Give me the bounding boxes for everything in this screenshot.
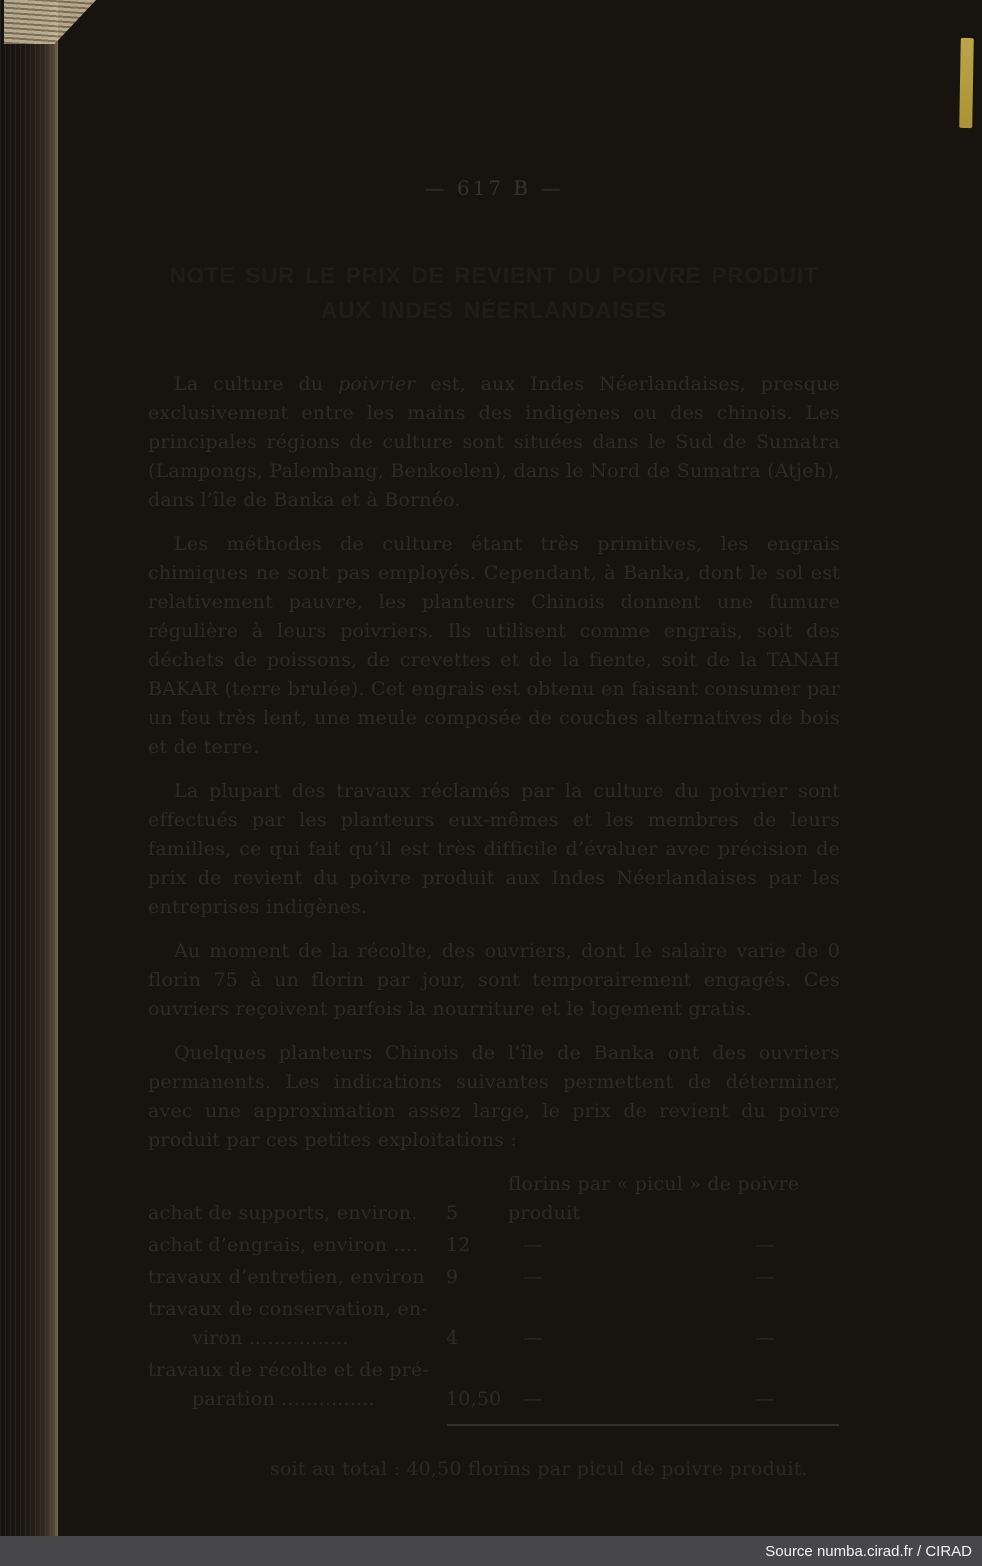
cost-row-recolte (148, 1356, 840, 1414)
cost-unit (508, 1263, 840, 1292)
article-title (148, 258, 840, 328)
book-binding (0, 0, 58, 1566)
title-line-2: AUX INDES NÉERLANDAISES (321, 298, 667, 323)
source-text: Source numba.cirad.fr / CIRAD (765, 1542, 972, 1560)
ditto-dash: — (755, 1388, 775, 1410)
page-edge-sliver (959, 38, 974, 128)
paragraph-1-pre: La culture du (174, 373, 339, 395)
paragraph-1-italic-word: poivrier (338, 373, 416, 395)
cost-label-line-2: paration ............... (192, 1388, 375, 1410)
cost-unit (508, 1231, 840, 1260)
ditto-dash: — (755, 1234, 775, 1256)
cost-label-line-2: viron ................ (192, 1327, 349, 1349)
cost-label: achat d’engrais, environ .... (148, 1234, 419, 1256)
ditto-dash: — (523, 1327, 543, 1349)
cost-unit (508, 1324, 840, 1353)
ditto-dash: — (523, 1388, 543, 1410)
paragraph-5: Quelques planteurs Chinois de l’île de Banka ont des ouvriers permanents. Les indications suivantes permettent de déterminer, avec une approximation assez large, le prix de revient du poivre produit par ces petites exploitations : (148, 1042, 840, 1151)
paragraph-1 (148, 370, 840, 515)
page-number: — 617 B — (424, 176, 564, 200)
cost-label (148, 1295, 444, 1353)
cost-label-line-1: travaux de conservation, en- (148, 1298, 428, 1320)
cost-row-supports (148, 1170, 840, 1228)
paragraph-2: Les méthodes de culture étant très primitives, les engrais chimiques ne sont pas employés. Cependant, à Banka, dont le sol est relativement pauvre, les planteurs Chinois donnent une fumure régulière à leurs poivriers. Ils utilisent comme engrais, soit des déchets de poissons, de crevettes et de la fiente, soit de la TANAH BAKAR (terre brulée). Cet engrais est obtenu en faisant consumer par un feu très lent, une meule composée de couches alternatives de bois et de terre. (148, 533, 840, 758)
total-line: soit au total : 40,50 florins par picul de poivre produit. (270, 1458, 808, 1480)
cost-unit (508, 1385, 840, 1414)
cost-label-line-1: travaux de récolte et de pré- (148, 1359, 430, 1381)
ditto-dash: — (755, 1266, 775, 1288)
page-content (148, 176, 840, 1480)
cost-table (148, 1170, 840, 1414)
cost-value: 9 (446, 1266, 459, 1288)
cost-value: 12 (446, 1234, 471, 1256)
paper-page (58, 0, 982, 1566)
ditto-dash: — (523, 1266, 543, 1288)
cost-row-conservation (148, 1295, 840, 1353)
ditto-dash: — (523, 1234, 543, 1256)
cost-label (148, 1356, 444, 1414)
cost-label: achat de supports, environ. (148, 1202, 418, 1224)
title-line-1: NOTE SUR LE PRIX DE REVIENT DU POIVRE PRODUIT (169, 263, 819, 288)
cost-row-entretien (148, 1263, 840, 1292)
table-sum-rule (447, 1424, 839, 1426)
paragraph-1-post: est, aux Indes Néerlandaises, presque exclusivement entre les mains des indigènes ou des chinois. Les principales régions de culture sont situées dans le Sud de Sumatra (Lampongs, Palembang, Benkoelen), dans le Nord de Sumatra (Atjeh), dans l’île de Banka et à Bornéo. (148, 373, 841, 511)
cost-value: 4 (446, 1327, 459, 1349)
ditto-dash: — (755, 1327, 775, 1349)
cost-value: 10,50 (446, 1388, 502, 1410)
paragraph-4: Au moment de la récolte, des ouvriers, dont le salaire varie de 0 florin 75 à un florin par jour, sont temporairement engagés. Ces ouvriers reçoivent parfois la nourriture et le logement gratis. (148, 940, 840, 1020)
cost-unit: florins par « picul » de poivre produit (508, 1173, 800, 1224)
source-attribution-bar (0, 1536, 982, 1566)
cost-row-engrais (148, 1231, 840, 1260)
cost-label: travaux d’entretien, environ (148, 1266, 425, 1288)
cost-value: 5 (446, 1202, 459, 1224)
paragraph-3: La plupart des travaux réclamés par la culture du poivrier sont effectués par les planteurs eux-mêmes et les membres de leurs familles, ce qui fait qu’il est très difficile d’évaluer avec précision de prix de revient du poivre produit aux Indes Néerlandaises par les entreprises indigènes. (148, 780, 840, 918)
